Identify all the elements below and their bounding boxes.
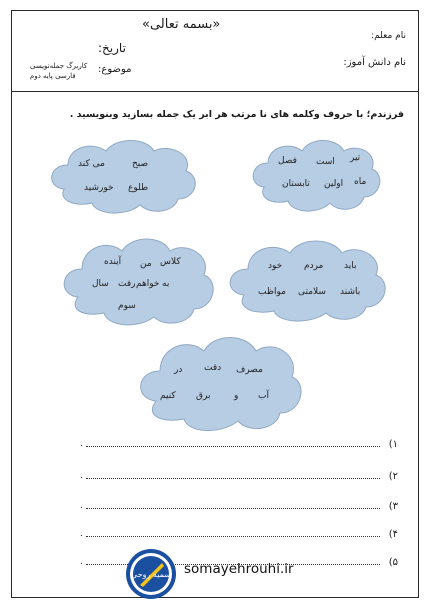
line-end-dot: . <box>80 529 83 539</box>
cloud-word: دقت <box>204 363 222 373</box>
cloud-word: تابستان <box>282 179 310 189</box>
cloud-word: مردم <box>304 261 324 271</box>
cloud-word: رفت <box>118 279 136 289</box>
cloud-word: خورشید <box>84 183 114 193</box>
cloud-word: اولین <box>324 179 344 189</box>
cloud-word: است <box>316 157 335 167</box>
cloud-shape <box>220 235 390 325</box>
teacher-name-label: نام معلم: <box>371 31 406 41</box>
cloud-word: مصرف <box>236 365 263 375</box>
cloud-shape <box>42 135 202 217</box>
dotted-line <box>86 508 380 509</box>
answer-line-2[interactable] <box>80 471 398 483</box>
cloud-shape <box>132 331 304 435</box>
line-end-dot: . <box>80 439 83 449</box>
word-cloud-5 <box>132 331 304 435</box>
dotted-line <box>86 536 380 537</box>
line-end-dot: . <box>80 471 83 481</box>
worksheet-frame <box>11 10 419 598</box>
cloud-word: تیر <box>350 153 361 163</box>
dotted-line <box>86 478 380 479</box>
word-cloud-4 <box>56 233 216 329</box>
line-number: ۴) <box>388 529 398 540</box>
cloud-word: باشند <box>340 287 361 297</box>
cloud-word: مواظب <box>258 287 286 297</box>
word-cloud-3 <box>220 235 390 325</box>
cloud-word: ماه <box>354 177 367 187</box>
word-cloud-2 <box>42 135 202 217</box>
brand-logo <box>124 547 178 601</box>
cloud-word: آب <box>258 391 269 401</box>
answer-line-1[interactable] <box>80 439 398 451</box>
logo-lettering: سمیه روحی <box>131 570 171 579</box>
word-cloud-1 <box>244 135 384 215</box>
subject-value-line-1: کاربرگ جمله‌نویسی <box>30 62 88 70</box>
cloud-word: کنیم <box>160 391 176 401</box>
answer-line-4[interactable] <box>80 529 398 541</box>
cloud-word: سوم <box>118 301 136 311</box>
subject-value-line-2: فارسی پایه دوم <box>30 72 76 80</box>
subject-label: موضوع: <box>98 64 132 75</box>
cloud-word: می کند <box>78 159 105 169</box>
line-number: ٣) <box>388 501 398 512</box>
student-name-label: نام دانش آموز: <box>343 57 406 68</box>
worksheet-header <box>12 11 418 92</box>
cloud-shape <box>244 135 384 215</box>
cloud-word: صبح <box>132 159 149 169</box>
cloud-word: برق <box>196 391 211 401</box>
logo-badge-icon <box>124 547 178 601</box>
cloud-word: کلاس <box>160 257 181 267</box>
line-number: ١) <box>388 439 398 450</box>
cloud-word: سال <box>92 279 109 289</box>
cloud-word: در <box>174 365 183 375</box>
cloud-word: خود <box>268 261 283 271</box>
line-end-dot: . <box>80 501 83 511</box>
cloud-word: فصل <box>278 156 297 166</box>
instruction-text: فرزندم؛ با حروف وکلمه های نا مرتب هر ابر یک جمله بسازید وبنویسید . <box>69 109 404 120</box>
date-label: تاریخ: <box>98 41 126 55</box>
page-title: «بسمه تعالی» <box>142 17 221 32</box>
cloud-word: من <box>140 259 152 269</box>
answer-line-3[interactable] <box>80 501 398 513</box>
line-number: ٢) <box>388 471 398 482</box>
cloud-word: خواهم <box>136 279 160 289</box>
cloud-word: و <box>234 391 239 401</box>
cloud-word: باید <box>344 261 357 271</box>
dotted-line <box>86 446 380 447</box>
cloud-word: سلامتی <box>298 287 326 297</box>
line-number: ۵) <box>388 557 398 568</box>
site-url[interactable]: somayehrouhi.ir <box>184 561 294 577</box>
cloud-word: آینده <box>104 257 122 267</box>
cloud-word: طلوع <box>128 183 149 193</box>
line-end-dot: . <box>80 557 83 567</box>
cloud-word: به <box>162 279 170 289</box>
